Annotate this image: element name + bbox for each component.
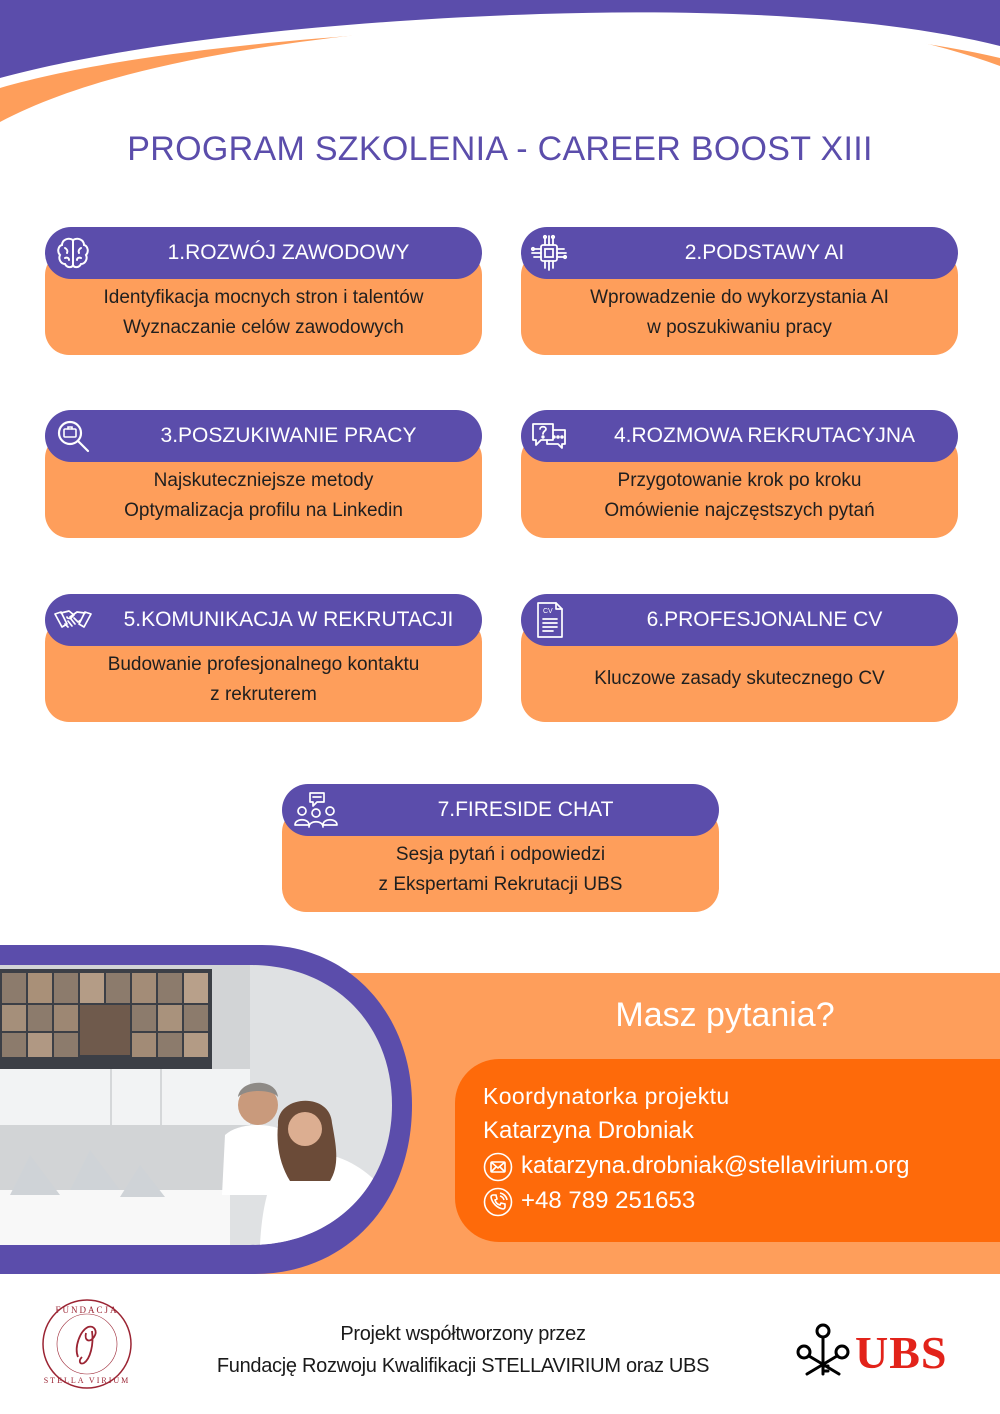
module-title: 7.FIRESIDE CHAT [437,798,614,821]
footer-line: Fundację Rozwoju Kwalifikacji STELLAVIRIUM oraz UBS [216,1355,710,1377]
video-meeting-photo [0,945,412,1274]
module-description [521,466,958,526]
module-description-line: w poszukiwaniu pracy [647,317,832,338]
svg-text:STELLA VIRIUM: STELLA VIRIUM [43,1376,131,1385]
job-search-icon [53,416,93,456]
contact-panel [455,1059,1000,1242]
handshake-icon [53,600,93,640]
phone-icon [483,1187,513,1217]
module-card-header [45,227,482,279]
module-description-line: Najskuteczniejsze metody [153,470,374,491]
contact-email-link[interactable]: katarzyna.drobniak@stellavirium.org [521,1152,910,1179]
contact-phone-link[interactable]: +48 789 251653 [521,1187,696,1214]
module-description-line: Identyfikacja mocnych stron i talentów [103,287,424,308]
module-title: 1.ROZWÓJ ZAWODOWY [167,241,410,264]
group-chat-icon [292,790,340,830]
module-title: 4.ROZMOWA REKRUTACYJNA [613,424,916,447]
module-description-line: Kluczowe zasady skutecznego CV [594,668,885,689]
email-icon [483,1152,513,1182]
chat-bubbles-icon [529,416,569,456]
cv-document-icon [529,600,569,640]
module-description [521,283,958,343]
module-description [45,650,482,710]
module-description [521,664,958,694]
module-description-line: Wyznaczanie celów zawodowych [123,317,404,338]
module-description-line: z Ekspertami Rekrutacji UBS [378,874,623,895]
module-description-line: Przygotowanie krok po kroku [617,470,862,491]
module-card-komunikacja [45,594,482,722]
svg-text:CV: CV [543,608,553,615]
module-card-podstawy-ai [521,227,958,355]
module-description-line: Wprowadzenie do wykorzystania AI [590,287,889,308]
module-card-header [521,594,958,646]
fundacja-stella-virium-logo [40,1297,134,1391]
contact-name: Katarzyna Drobniak [483,1117,694,1144]
page-title: PROGRAM SZKOLENIA - CAREER BOOST XIII [127,130,873,168]
module-description [45,283,482,343]
module-card-rozmowa-rekrutacyjna [521,410,958,538]
module-card-profesjonalne-cv [521,594,958,722]
contact-role: Koordynatorka projektu [483,1083,730,1109]
module-card-header [45,594,482,646]
module-card-poszukiwanie-pracy [45,410,482,538]
module-title: 6.PROFESJONALNE CV [646,608,883,631]
header-wave-decoration [0,0,1000,130]
footer-credits [150,1318,776,1382]
module-title: 3.POSZUKIWANIE PRACY [160,424,417,447]
module-card-header [521,410,958,462]
module-description-line: Optymalizacja profilu na Linkedin [124,500,403,521]
footer-line: Projekt współtworzony przez [340,1323,586,1345]
module-title: 2.PODSTAWY AI [684,241,845,264]
ubs-keys-logo [795,1322,851,1380]
svg-text:FUNDACJA: FUNDACJA [55,1305,119,1315]
module-card-header [521,227,958,279]
module-card-rozwoj-zawodowy [45,227,482,355]
module-title: 5.KOMUNIKACJA W REKRUTACJI [123,608,454,631]
module-card-header [282,784,719,836]
brain-icon [53,233,93,273]
module-card-header [45,410,482,462]
module-description [282,840,719,900]
module-description-line: Budowanie profesjonalnego kontaktu [107,654,420,675]
contact-heading: Masz pytania? [615,996,835,1034]
module-description-line: z rekruterem [210,684,317,705]
ai-chip-icon [529,233,569,273]
ubs-logo-text: UBS [855,1327,948,1378]
module-description-line: Sesja pytań i odpowiedzi [395,844,606,865]
module-description [45,466,482,526]
module-description-line: Omówienie najczęstszych pytań [604,500,875,521]
module-card-fireside-chat [282,784,719,912]
